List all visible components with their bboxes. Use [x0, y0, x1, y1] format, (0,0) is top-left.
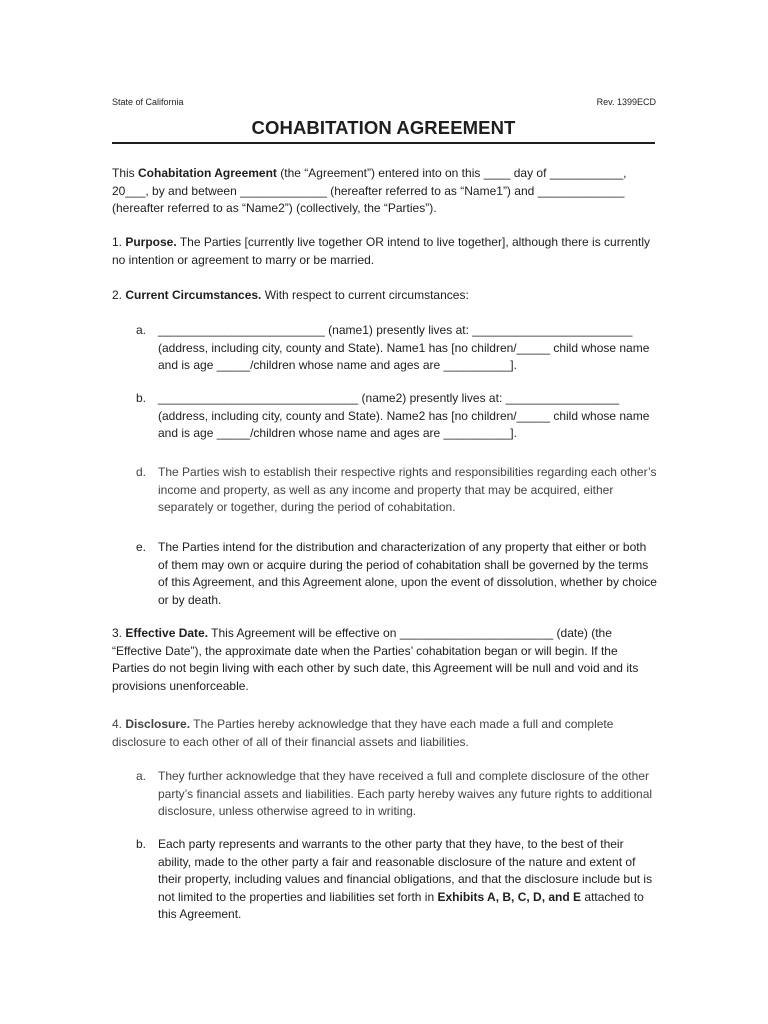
- list-item-text: _________________________ (name1) presently lives at: ________________________ (address, including city, county and State). Name1 has [no children/_____ child whose name and is age _____/children whose name and ages are __________].: [158, 323, 650, 372]
- section-effective-num: 3.: [112, 626, 126, 640]
- exhibits-reference: Exhibits A, B, C, D, and E: [437, 889, 582, 904]
- section-circumstances: [112, 287, 657, 305]
- list-item-text: The Parties wish to establish their respective rights and responsibilities regarding each other’s income and property, as well as any income and property that may be acquired, either separately or together, during the period of cohabitation.: [158, 465, 657, 514]
- section-effective-date: [112, 625, 657, 695]
- section-purpose-num: 1.: [112, 235, 126, 249]
- section-disclosure-heading: Disclosure.: [125, 717, 191, 731]
- document-title: COHABITATION AGREEMENT: [251, 117, 516, 138]
- list-item-label: b.: [136, 837, 147, 851]
- list-item-text: They further acknowledge that they have received a full and complete disclosure of the other party’s financial assets and liabilities. Each party hereby waives any future rights to additional disclosure, unless otherwise agreed to in writing.: [158, 769, 653, 818]
- section-circumstances-heading: Current Circumstances.: [125, 288, 262, 302]
- list-item-label: d.: [136, 465, 147, 479]
- section-purpose-body: The Parties [currently live together OR intend to live together], although there is currently no intention or agreement to marry or be married.: [112, 235, 651, 267]
- list-item-text-post: attached to this Agreement.: [158, 889, 644, 921]
- section-circumstances-num: 2.: [112, 288, 126, 302]
- section-effective-body: This Agreement will be effective on _______________________ (date) (the “Effective Date”), the approximate date when the Parties’ cohabitation began or will begin. If the Parties do not begin living with each other by such date, this Agreement will be null and void and its provisions unenforceable.: [112, 626, 639, 693]
- list-item-label: a.: [136, 769, 147, 783]
- section-purpose: [112, 234, 657, 269]
- section-circumstances-body: With respect to current circumstances:: [261, 288, 469, 302]
- list-item-label: b.: [136, 391, 147, 405]
- intro-paragraph: [112, 165, 657, 218]
- section-purpose-heading: Purpose.: [125, 235, 177, 249]
- section-effective-heading: Effective Date.: [125, 626, 209, 640]
- list-item-text: ______________________________ (name2) presently lives at: _________________ (address, including city, county and State). Name2 has [no children/_____ child whose name and is age _____/children whose name and ages are __________].: [158, 391, 650, 440]
- section-disclosure-body: The Parties hereby acknowledge that they have each made a full and complete disclosure to each other of all of their financial assets and liabilities.: [112, 717, 614, 749]
- section-disclosure: [112, 716, 657, 751]
- list-item-label: e.: [136, 540, 147, 554]
- section-disclosure-num: 4.: [112, 717, 126, 731]
- intro-pre: This: [112, 166, 139, 180]
- list-item-text-pre: Each party represents and warrants to the other party that they have, to the best of their ability, made to the other party a fair and reasonable disclosure of the nature and extent of their property, including values and financial obligations, and that the disclosure include but is not limited to the properties and liabilities set forth in: [158, 837, 653, 904]
- list-item-text: The Parties intend for the distribution and characterization of any property that either or both of them may own or acquire during the period of cohabitation shall be governed by the terms of this Agreement, and this Agreement alone, upon the event of dissolution, whether by choice or by death.: [158, 540, 657, 607]
- header-state: State of California: [112, 97, 184, 107]
- intro-post: (the “Agreement”) entered into on this ____ day of ___________, 20___, by and between _____________ (hereafter referred to as “Name1”) and _____________ (hereafter referred to as “Name2”) (collectively, the “Parties”).: [112, 166, 627, 215]
- list-item-text: [158, 836, 657, 924]
- intro-bold: Cohabitation Agreement: [138, 166, 277, 180]
- list-item-label: a.: [136, 323, 147, 337]
- title-underline: [112, 142, 655, 144]
- header-revision: Rev. 1399ECD: [596, 97, 656, 107]
